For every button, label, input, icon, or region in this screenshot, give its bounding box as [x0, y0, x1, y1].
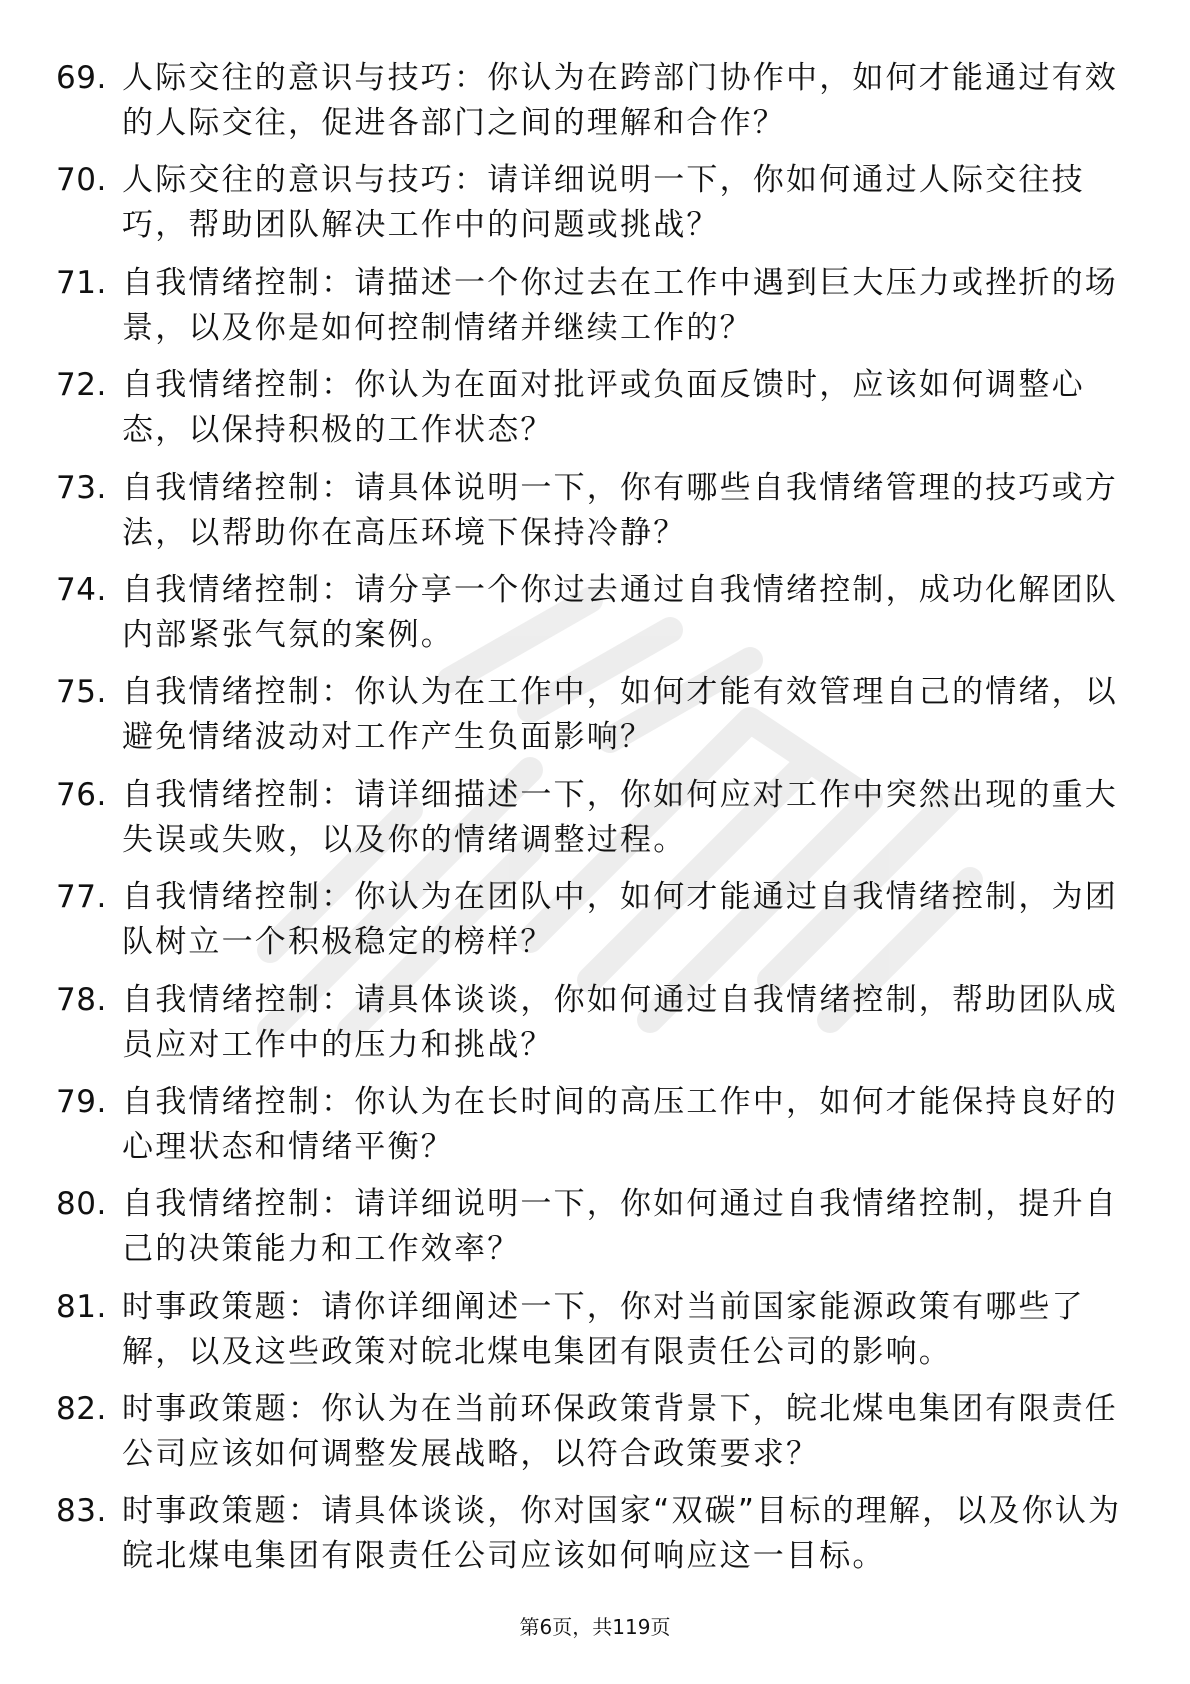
question-item-77 — [56, 875, 1136, 977]
question-item-69 — [56, 56, 1136, 158]
question-number: 81. — [56, 1288, 107, 1325]
question-number: 69. — [56, 60, 107, 96]
question-item-76 — [56, 773, 1136, 875]
question-number: 80. — [56, 1186, 107, 1223]
question-number: 72. — [56, 367, 107, 404]
question-number: 71. — [56, 264, 107, 301]
question-item-80 — [56, 1182, 1136, 1284]
question-item-79 — [56, 1080, 1136, 1182]
question-item-72 — [56, 363, 1136, 465]
question-text: 自我情绪控制：你认为在团队中，如何才能通过自我情绪控制，为团队树立一个积极稳定的榜样？ — [122, 879, 1118, 961]
question-number: 76. — [56, 776, 107, 813]
question-text: 自我情绪控制：请描述一个你过去在工作中遇到巨大压力或挫折的场景，以及你是如何控制情绪并继续工作的？ — [122, 264, 1118, 346]
question-number: 70. — [56, 162, 107, 199]
question-number: 83. — [56, 1493, 107, 1530]
question-text: 自我情绪控制：你认为在面对批评或负面反馈时，应该如何调整心态，以保持积极的工作状态？ — [122, 367, 1085, 449]
question-number: 74. — [56, 571, 107, 608]
question-text: 自我情绪控制：你认为在工作中，如何才能有效管理自己的情绪，以避免情绪波动对工作产生负面影响？ — [122, 674, 1118, 756]
question-text: 自我情绪控制：请具体说明一下，你有哪些自我情绪管理的技巧或方法，以帮助你在高压环境下保持冷静？ — [122, 469, 1118, 551]
question-number: 77. — [56, 879, 107, 916]
question-item-73 — [56, 466, 1136, 568]
question-text: 自我情绪控制：请详细描述一下，你如何应对工作中突然出现的重大失误或失败，以及你的情绪调整过程。 — [122, 776, 1118, 858]
question-number: 75. — [56, 674, 107, 711]
question-item-74 — [56, 568, 1136, 670]
question-item-78 — [56, 978, 1136, 1080]
question-number: 82. — [56, 1391, 107, 1428]
question-number: 79. — [56, 1083, 107, 1120]
page-footer: 第6页，共119页 — [519, 1615, 671, 1639]
question-text: 时事政策题：你认为在当前环保政策背景下，皖北煤电集团有限责任公司应该如何调整发展战略，以符合政策要求？ — [122, 1391, 1118, 1473]
question-text: 自我情绪控制：请分享一个你过去通过自我情绪控制，成功化解团队内部紧张气氛的案例。 — [122, 571, 1118, 653]
question-number: 78. — [56, 981, 107, 1018]
question-list — [56, 56, 1136, 1592]
question-text: 人际交往的意识与技巧：请详细说明一下，你如何通过人际交往技巧，帮助团队解决工作中的问题或挑战？ — [122, 162, 1085, 244]
question-item-82 — [56, 1387, 1136, 1489]
question-item-71 — [56, 261, 1136, 363]
question-number: 73. — [56, 469, 107, 506]
question-item-83 — [56, 1489, 1136, 1591]
question-item-81 — [56, 1285, 1136, 1387]
question-text: 时事政策题：请你详细阐述一下，你对当前国家能源政策有哪些了解，以及这些政策对皖北煤电集团有限责任公司的影响。 — [122, 1288, 1085, 1370]
question-text: 自我情绪控制：你认为在长时间的高压工作中，如何才能保持良好的心理状态和情绪平衡？ — [122, 1083, 1118, 1165]
question-text: 自我情绪控制：请具体谈谈，你如何通过自我情绪控制，帮助团队成员应对工作中的压力和挑战？ — [122, 981, 1118, 1063]
question-item-70 — [56, 158, 1136, 260]
question-text: 人际交往的意识与技巧：你认为在跨部门协作中，如何才能通过有效的人际交往，促进各部门之间的理解和合作？ — [122, 60, 1118, 141]
question-item-75 — [56, 670, 1136, 772]
question-text: 自我情绪控制：请详细说明一下，你如何通过自我情绪控制，提升自己的决策能力和工作效率？ — [122, 1186, 1118, 1268]
question-text: 时事政策题：请具体谈谈，你对国家“双碳”目标的理解，以及你认为皖北煤电集团有限责任公司应该如何响应这一目标。 — [122, 1493, 1122, 1575]
